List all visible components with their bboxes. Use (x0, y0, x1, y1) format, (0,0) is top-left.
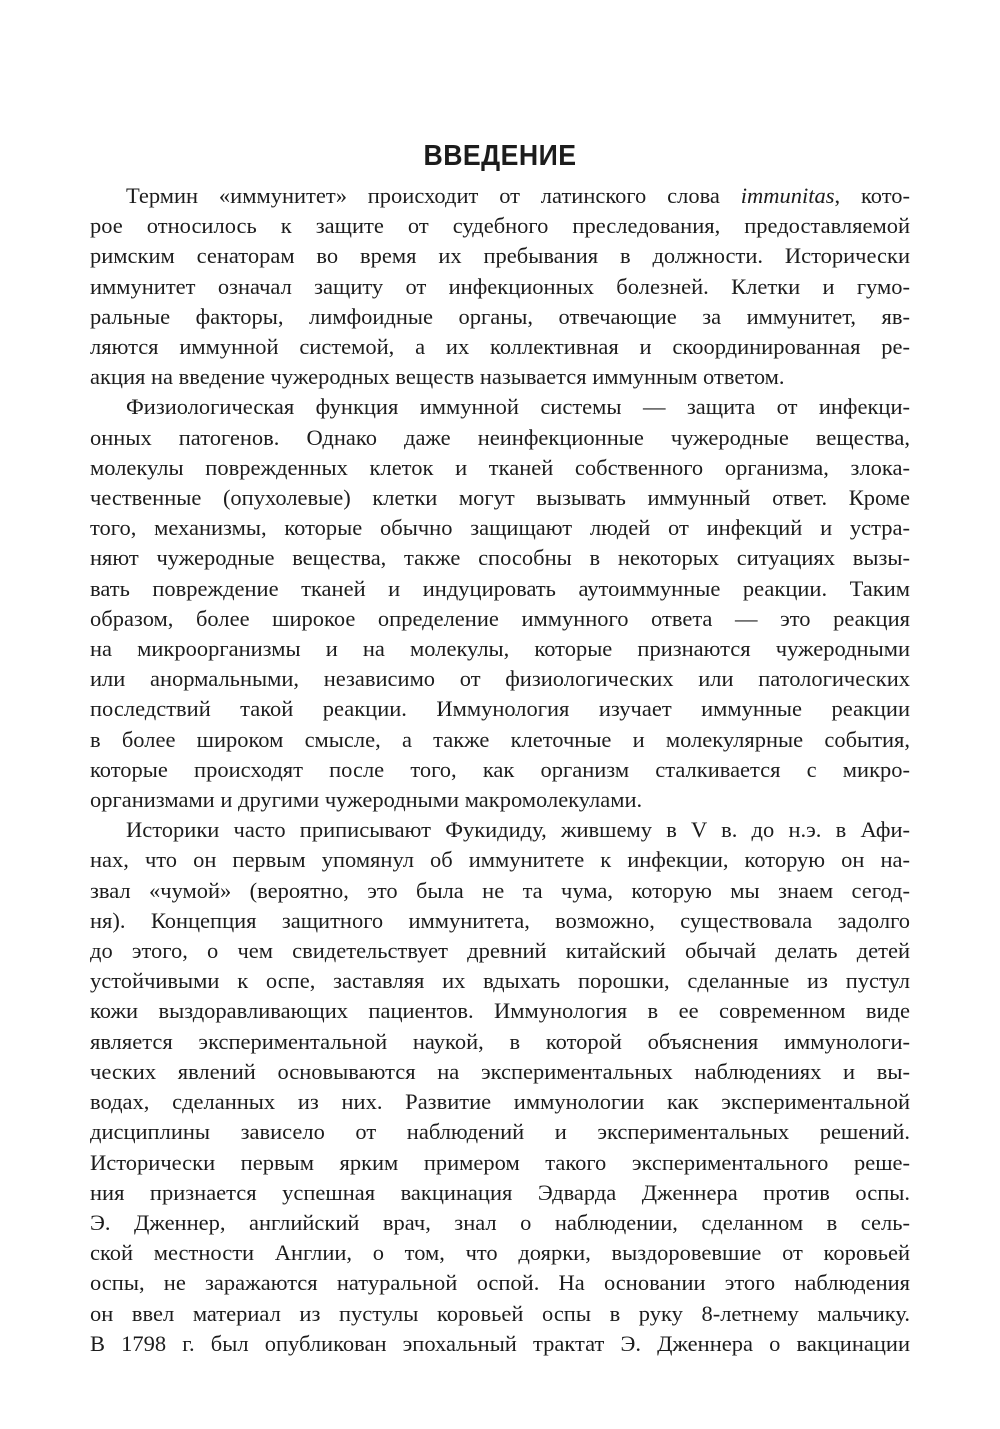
text-line: Физиологическая функция иммунной системы — защита от инфекци- (126, 394, 910, 420)
text-line: устойчивыми к оспе, заставляя их вдыхать порошки, сделанные из пустул (90, 968, 910, 994)
text-line: до этого, о чем свидетельствует древний китайский обычай делать детей (90, 938, 910, 964)
text-line: иммунитет означал защиту от инфекционных болезней. Клетки и гумо- (90, 273, 910, 299)
text-line: молекулы поврежденных клеток и тканей собственного организма, злока- (90, 454, 910, 480)
text-line: В 1798 г. был опубликован эпохальный трактат Э. Дженнера о вакцинации (90, 1330, 910, 1356)
text-line: ческих явлений основываются на экспериментальных наблюдениях и вы- (90, 1058, 910, 1084)
text-line: последствий такой реакции. Иммунология изучает иммунные реакции (90, 696, 910, 722)
text-line: Историки часто приписывают Фукидиду, жившему в V в. до н.э. в Афи- (126, 817, 910, 843)
text-line: нах, что он первым упомянул об иммунитете к инфекции, которую он на- (90, 847, 910, 873)
paragraph (90, 815, 910, 1359)
text-line: или анормальными, независимо от физиологических или патологических (90, 666, 910, 692)
text-line: которые происходят после того, как организм сталкивается с микро- (90, 756, 910, 782)
text-line: вать повреждение тканей и индуцировать аутоиммунные реакции. Таким (90, 575, 910, 601)
document-body (90, 181, 910, 1359)
text-line: кожи выздоравливающих пациентов. Иммунология в ее современном виде (90, 998, 910, 1024)
paragraph (90, 181, 910, 392)
text-line: он ввел материал из пустулы коровьей оспы в руку 8-летнему мальчику. (90, 1300, 910, 1326)
text-line: чественные (опухолевые) клетки могут вызывать иммунный ответ. Кроме (90, 485, 910, 511)
text-line: рое относилось к защите от судебного преследования, предоставляемой (90, 213, 910, 239)
text-line: ской местности Англии, о том, что доярки, выздоровевшие от коровьей (90, 1240, 910, 1266)
text-line: оспы, не заражаются натуральной оспой. На основании этого наблюдения (90, 1270, 910, 1296)
text-line: организмами и другими чужеродными макромолекулами. (90, 787, 643, 813)
text-line: Исторически первым ярким примером такого экспериментального реше- (90, 1149, 910, 1175)
text-line: Термин «иммунитет» происходит от латинского слова immunitas, кото- (126, 183, 910, 208)
text-line: звал «чумой» (вероятно, это была не та чума, которую мы знаем сегод- (90, 877, 910, 903)
text-line: римским сенаторам во время их пребывания в должности. Исторически (90, 243, 910, 269)
document-page (90, 140, 910, 1359)
text-line: ляются иммунной системой, а их коллективная и скоординированная ре- (90, 334, 910, 360)
paragraph (90, 392, 910, 815)
text-line: дисциплины зависело от наблюдений и экспериментальных решений. (90, 1119, 910, 1145)
text-line: ня). Концепция защитного иммунитета, возможно, существовала задолго (90, 907, 910, 933)
text-line: в более широком смысле, а также клеточные и молекулярные события, (90, 726, 910, 752)
text-line: няют чужеродные вещества, также способны в некоторых ситуациях вызы- (90, 545, 910, 571)
text-line: акция на введение чужеродных веществ называется иммунным ответом. (90, 364, 785, 390)
text-line: образом, более широкое определение иммунного ответа — это реакция (90, 605, 910, 631)
text-line: онных патогенов. Однако даже неинфекционные чужеродные вещества, (90, 424, 910, 450)
text-line: на микроорганизмы и на молекулы, которые признаются чужеродными (90, 636, 910, 662)
text-line: является экспериментальной наукой, в которой объяснения иммунологи- (90, 1028, 910, 1054)
text-line: ральные факторы, лимфоидные органы, отвечающие за иммунитет, яв- (90, 303, 910, 329)
text-line: водах, сделанных из них. Развитие иммунологии как экспериментальной (90, 1089, 910, 1115)
text-line: того, механизмы, которые обычно защищают людей от инфекций и устра- (90, 515, 910, 541)
page-title: ВВЕДЕНИЕ (423, 140, 577, 172)
text-line: Э. Дженнер, английский врач, знал о наблюдении, сделанном в сель- (90, 1209, 910, 1235)
text-line: ния признается успешная вакцинация Эдварда Дженнера против оспы. (90, 1179, 910, 1205)
